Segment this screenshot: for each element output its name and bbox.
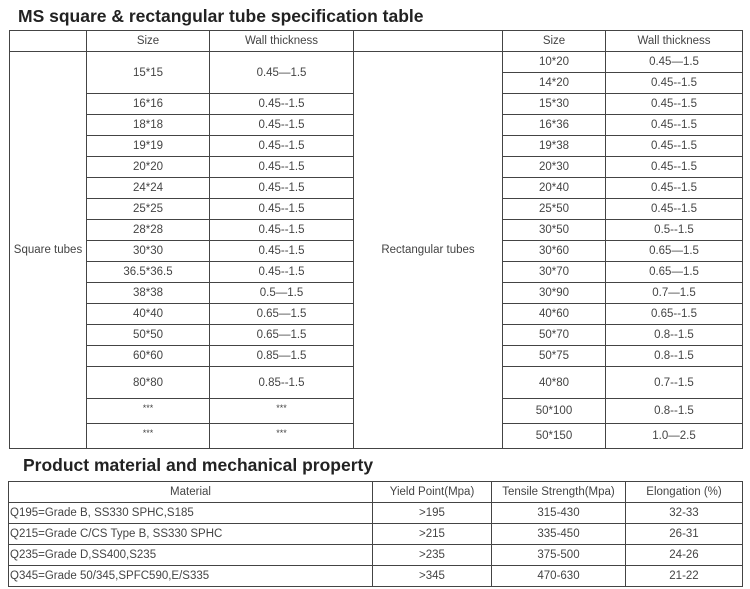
rect-size: 30*60 [503, 241, 606, 262]
square-wall: 0.45--1.5 [210, 220, 354, 241]
rect-wall: 0.45--1.5 [606, 178, 743, 199]
elongation: 21-22 [626, 566, 743, 587]
header-tensile-strength: Tensile Strength(Mpa) [492, 482, 626, 503]
rect-size: 20*30 [503, 157, 606, 178]
material-row [9, 503, 743, 524]
tensile-strength: 315-430 [492, 503, 626, 524]
rect-wall: 0.7--1.5 [606, 367, 743, 399]
rect-size: 30*50 [503, 220, 606, 241]
rect-size: 19*38 [503, 136, 606, 157]
material-table [8, 481, 743, 587]
rect-wall: 0.45--1.5 [606, 157, 743, 178]
rect-wall: 0.8--1.5 [606, 399, 743, 424]
square-size: 36.5*36.5 [87, 262, 210, 283]
square-wall: 0.85--1.5 [210, 367, 354, 399]
rect-size: 20*40 [503, 178, 606, 199]
header-elongation: Elongation (%) [626, 482, 743, 503]
square-size: 18*18 [87, 115, 210, 136]
rect-wall: 0.8--1.5 [606, 325, 743, 346]
square-size: 50*50 [87, 325, 210, 346]
square-wall: 0.45--1.5 [210, 241, 354, 262]
square-size: 24*24 [87, 178, 210, 199]
rect-wall: 0.45--1.5 [606, 73, 743, 94]
square-wall: 0.45--1.5 [210, 136, 354, 157]
spec-header-row [10, 31, 743, 52]
material-name: Q195=Grade B, SS330 SPHC,S185 [9, 503, 373, 524]
rect-size: 50*150 [503, 424, 606, 449]
elongation: 24-26 [626, 545, 743, 566]
rect-wall: 0.45—1.5 [606, 52, 743, 73]
square-size: 60*60 [87, 346, 210, 367]
rect-size: 40*60 [503, 304, 606, 325]
header-size: Size [503, 31, 606, 52]
rect-size: 30*90 [503, 283, 606, 304]
square-size: 38*38 [87, 283, 210, 304]
rect-size: 50*100 [503, 399, 606, 424]
material-table-title: Product material and mechanical property [23, 455, 374, 475]
material-name: Q215=Grade C/CS Type B, SS330 SPHC [9, 524, 373, 545]
yield-point: >215 [373, 524, 492, 545]
square-wall: 0.5—1.5 [210, 283, 354, 304]
rect-size: 25*50 [503, 199, 606, 220]
rect-size: 16*36 [503, 115, 606, 136]
rect-size: 30*70 [503, 262, 606, 283]
square-tubes-label: Square tubes [10, 52, 87, 449]
header-wall-thickness: Wall thickness [606, 31, 743, 52]
elongation: 32-33 [626, 503, 743, 524]
square-size: *** [87, 424, 210, 449]
header-wall-thickness: Wall thickness [210, 31, 354, 52]
material-name: Q235=Grade D,SS400,S235 [9, 545, 373, 566]
header-empty-cell [354, 31, 503, 52]
elongation: 26-31 [626, 524, 743, 545]
material-header-row [9, 482, 743, 503]
square-size: 20*20 [87, 157, 210, 178]
rect-size: 14*20 [503, 73, 606, 94]
rect-size: 15*30 [503, 94, 606, 115]
rect-size: 40*80 [503, 367, 606, 399]
rect-wall: 0.45--1.5 [606, 199, 743, 220]
material-name: Q345=Grade 50/345,SPFC590,E/S335 [9, 566, 373, 587]
material-row [9, 545, 743, 566]
rect-wall: 0.65—1.5 [606, 262, 743, 283]
square-wall: 0.65—1.5 [210, 304, 354, 325]
square-size: 40*40 [87, 304, 210, 325]
header-material: Material [9, 482, 373, 503]
square-size: 16*16 [87, 94, 210, 115]
material-row [9, 524, 743, 545]
rect-wall: 0.45--1.5 [606, 115, 743, 136]
square-wall: 0.65—1.5 [210, 325, 354, 346]
rect-wall: 0.65—1.5 [606, 241, 743, 262]
header-size: Size [87, 31, 210, 52]
square-wall: 0.45--1.5 [210, 178, 354, 199]
square-size: 80*80 [87, 367, 210, 399]
tensile-strength: 375-500 [492, 545, 626, 566]
square-size: *** [87, 399, 210, 424]
rect-wall: 0.65--1.5 [606, 304, 743, 325]
square-wall: *** [210, 399, 354, 424]
rect-tubes-label: Rectangular tubes [354, 52, 503, 449]
spec-table [9, 30, 743, 449]
rect-wall: 0.45--1.5 [606, 94, 743, 115]
square-wall: 0.45--1.5 [210, 199, 354, 220]
square-wall: 0.85—1.5 [210, 346, 354, 367]
yield-point: >345 [373, 566, 492, 587]
rect-wall: 0.5--1.5 [606, 220, 743, 241]
square-size: 28*28 [87, 220, 210, 241]
spec-table-title: MS square & rectangular tube specification table [18, 6, 424, 26]
header-empty-cell [10, 31, 87, 52]
rect-wall: 0.7—1.5 [606, 283, 743, 304]
square-wall: 0.45--1.5 [210, 262, 354, 283]
tensile-strength: 335-450 [492, 524, 626, 545]
square-wall: 0.45--1.5 [210, 157, 354, 178]
rect-wall: 0.45--1.5 [606, 136, 743, 157]
rect-wall: 1.0—2.5 [606, 424, 743, 449]
header-yield-point: Yield Point(Mpa) [373, 482, 492, 503]
square-wall: *** [210, 424, 354, 449]
yield-point: >195 [373, 503, 492, 524]
square-wall: 0.45—1.5 [210, 52, 354, 94]
rect-wall: 0.8--1.5 [606, 346, 743, 367]
material-row [9, 566, 743, 587]
square-size: 30*30 [87, 241, 210, 262]
rect-size: 50*75 [503, 346, 606, 367]
rect-size: 50*70 [503, 325, 606, 346]
square-size: 19*19 [87, 136, 210, 157]
square-size: 15*15 [87, 52, 210, 94]
yield-point: >235 [373, 545, 492, 566]
tensile-strength: 470-630 [492, 566, 626, 587]
rect-size: 10*20 [503, 52, 606, 73]
square-size: 25*25 [87, 199, 210, 220]
square-wall: 0.45--1.5 [210, 94, 354, 115]
square-wall: 0.45--1.5 [210, 115, 354, 136]
